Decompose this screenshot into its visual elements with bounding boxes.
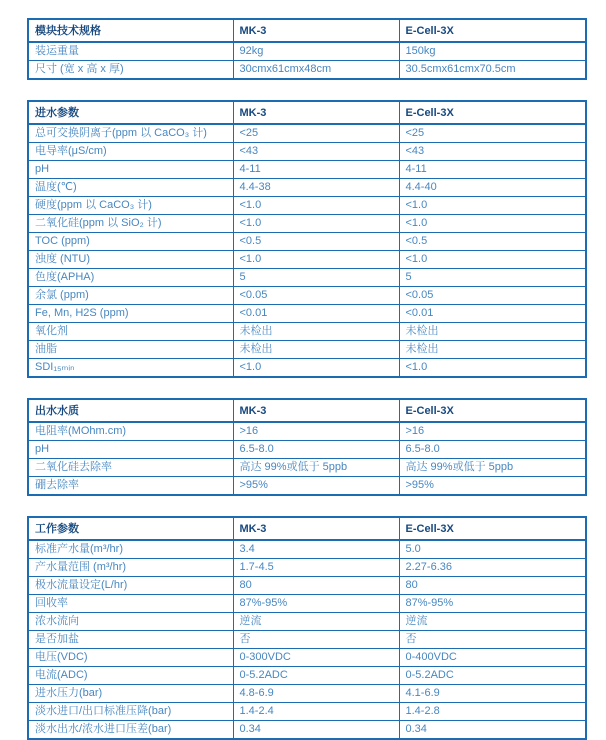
- row-label-cell: 回收率: [28, 595, 233, 613]
- table-row: [28, 477, 586, 496]
- row-label-cell: 装运重量: [28, 42, 233, 61]
- value-cell: 0-400VDC: [399, 649, 586, 667]
- row-label-cell: 二氧化硅(ppm 以 SiO₂ 计): [28, 215, 233, 233]
- value-cell: 0.34: [233, 721, 399, 740]
- table-row: [28, 685, 586, 703]
- value-cell: <1.0: [399, 215, 586, 233]
- table-row: [28, 359, 586, 378]
- row-label-cell: 电压(VDC): [28, 649, 233, 667]
- row-label-cell: 标准产水量(m³/hr): [28, 540, 233, 559]
- table-row: [28, 422, 586, 441]
- row-label-cell: Fe, Mn, H2S (ppm): [28, 305, 233, 323]
- table-header-row: [28, 517, 586, 540]
- value-cell: 87%-95%: [233, 595, 399, 613]
- value-cell: 逆流: [399, 613, 586, 631]
- table-row: [28, 287, 586, 305]
- table-header-row: [28, 19, 586, 42]
- value-cell: 4.8-6.9: [233, 685, 399, 703]
- row-label-cell: 二氧化硅去除率: [28, 459, 233, 477]
- value-cell: >95%: [399, 477, 586, 496]
- row-label-cell: 是否加盐: [28, 631, 233, 649]
- column-header: MK-3: [233, 517, 399, 540]
- spec-table-feed-water-params: [27, 100, 587, 378]
- value-cell: <0.05: [233, 287, 399, 305]
- table-row: [28, 540, 586, 559]
- value-cell: 2.27-6.36: [399, 559, 586, 577]
- value-cell: <0.01: [399, 305, 586, 323]
- table-row: [28, 721, 586, 740]
- value-cell: 未检出: [233, 323, 399, 341]
- value-cell: <1.0: [399, 359, 586, 378]
- value-cell: 92kg: [233, 42, 399, 61]
- table-row: [28, 215, 586, 233]
- row-label-cell: 电导率(μS/cm): [28, 143, 233, 161]
- value-cell: >16: [399, 422, 586, 441]
- table-row: [28, 703, 586, 721]
- row-label-cell: 色度(APHA): [28, 269, 233, 287]
- value-cell: 0-300VDC: [233, 649, 399, 667]
- row-label-cell: 氧化剂: [28, 323, 233, 341]
- value-cell: <43: [233, 143, 399, 161]
- value-cell: 逆流: [233, 613, 399, 631]
- value-cell: 30.5cmx61cmx70.5cm: [399, 61, 586, 80]
- table-section-title: 工作参数: [28, 517, 233, 540]
- table-row: [28, 61, 586, 80]
- value-cell: 5: [233, 269, 399, 287]
- value-cell: 5.0: [399, 540, 586, 559]
- table-row: [28, 559, 586, 577]
- value-cell: <1.0: [233, 215, 399, 233]
- value-cell: 高达 99%或低于 5ppb: [399, 459, 586, 477]
- table-section-title: 模块技术规格: [28, 19, 233, 42]
- row-label-cell: 油脂: [28, 341, 233, 359]
- value-cell: >95%: [233, 477, 399, 496]
- row-label-cell: 进水压力(bar): [28, 685, 233, 703]
- row-label-cell: 电流(ADC): [28, 667, 233, 685]
- value-cell: <1.0: [233, 251, 399, 269]
- row-label-cell: 淡水出水/浓水进口压差(bar): [28, 721, 233, 740]
- table-row: [28, 341, 586, 359]
- value-cell: 3.4: [233, 540, 399, 559]
- row-label-cell: 淡水进口/出口标准压降(bar): [28, 703, 233, 721]
- column-header: MK-3: [233, 101, 399, 124]
- value-cell: 1.4-2.8: [399, 703, 586, 721]
- spec-table-operating-params: [27, 516, 587, 740]
- table-row: [28, 459, 586, 477]
- row-label-cell: pH: [28, 161, 233, 179]
- table-row: [28, 595, 586, 613]
- spec-table-product-water-quality: [27, 398, 587, 496]
- value-cell: 1.4-2.4: [233, 703, 399, 721]
- column-header: E-Cell-3X: [399, 101, 586, 124]
- table-row: [28, 323, 586, 341]
- spec-tables-container: [27, 18, 585, 740]
- row-label-cell: 余氯 (ppm): [28, 287, 233, 305]
- value-cell: <25: [233, 124, 399, 143]
- column-header: E-Cell-3X: [399, 517, 586, 540]
- value-cell: 4.1-6.9: [399, 685, 586, 703]
- value-cell: 80: [399, 577, 586, 595]
- table-row: [28, 667, 586, 685]
- spec-table-module-specs: [27, 18, 587, 80]
- table-header-row: [28, 101, 586, 124]
- value-cell: 0.34: [399, 721, 586, 740]
- table-row: [28, 649, 586, 667]
- column-header: E-Cell-3X: [399, 399, 586, 422]
- row-label-cell: TOC (ppm): [28, 233, 233, 251]
- value-cell: 6.5-8.0: [233, 441, 399, 459]
- value-cell: 否: [399, 631, 586, 649]
- value-cell: 80: [233, 577, 399, 595]
- value-cell: 未检出: [399, 341, 586, 359]
- row-label-cell: 硬度(ppm 以 CaCO₃ 计): [28, 197, 233, 215]
- table-section-title: 进水参数: [28, 101, 233, 124]
- table-row: [28, 161, 586, 179]
- value-cell: 6.5-8.0: [399, 441, 586, 459]
- table-row: [28, 269, 586, 287]
- value-cell: 未检出: [233, 341, 399, 359]
- table-row: [28, 613, 586, 631]
- value-cell: 5: [399, 269, 586, 287]
- row-label-cell: pH: [28, 441, 233, 459]
- table-row: [28, 42, 586, 61]
- table-row: [28, 577, 586, 595]
- value-cell: <0.5: [233, 233, 399, 251]
- value-cell: <1.0: [233, 197, 399, 215]
- value-cell: <43: [399, 143, 586, 161]
- value-cell: 87%-95%: [399, 595, 586, 613]
- column-header: MK-3: [233, 19, 399, 42]
- row-label-cell: SDI₁₅ₘᵢₙ: [28, 359, 233, 378]
- table-row: [28, 179, 586, 197]
- row-label-cell: 浓水流向: [28, 613, 233, 631]
- value-cell: 4-11: [399, 161, 586, 179]
- value-cell: <25: [399, 124, 586, 143]
- table-row: [28, 441, 586, 459]
- row-label-cell: 尺寸 (宽 x 高 x 厚): [28, 61, 233, 80]
- table-header-row: [28, 399, 586, 422]
- value-cell: <1.0: [399, 251, 586, 269]
- table-row: [28, 251, 586, 269]
- table-row: [28, 233, 586, 251]
- column-header: MK-3: [233, 399, 399, 422]
- row-label-cell: 温度(℃): [28, 179, 233, 197]
- row-label-cell: 浊度 (NTU): [28, 251, 233, 269]
- value-cell: <1.0: [399, 197, 586, 215]
- value-cell: <0.01: [233, 305, 399, 323]
- table-row: [28, 143, 586, 161]
- value-cell: 0-5.2ADC: [233, 667, 399, 685]
- value-cell: <0.5: [399, 233, 586, 251]
- value-cell: 1.7-4.5: [233, 559, 399, 577]
- value-cell: <0.05: [399, 287, 586, 305]
- value-cell: 否: [233, 631, 399, 649]
- value-cell: 4.4-38: [233, 179, 399, 197]
- value-cell: 0-5.2ADC: [399, 667, 586, 685]
- value-cell: 4-11: [233, 161, 399, 179]
- table-row: [28, 631, 586, 649]
- value-cell: 150kg: [399, 42, 586, 61]
- value-cell: <1.0: [233, 359, 399, 378]
- column-header: E-Cell-3X: [399, 19, 586, 42]
- table-section-title: 出水水质: [28, 399, 233, 422]
- row-label-cell: 极水流量设定(L/hr): [28, 577, 233, 595]
- row-label-cell: 总可交换阴离子(ppm 以 CaCO₃ 计): [28, 124, 233, 143]
- row-label-cell: 产水量范围 (m³/hr): [28, 559, 233, 577]
- row-label-cell: 电阻率(MOhm.cm): [28, 422, 233, 441]
- value-cell: 高达 99%或低于 5ppb: [233, 459, 399, 477]
- row-label-cell: 硼去除率: [28, 477, 233, 496]
- table-row: [28, 197, 586, 215]
- value-cell: 未检出: [399, 323, 586, 341]
- table-row: [28, 305, 586, 323]
- value-cell: 30cmx61cmx48cm: [233, 61, 399, 80]
- value-cell: >16: [233, 422, 399, 441]
- value-cell: 4.4-40: [399, 179, 586, 197]
- table-row: [28, 124, 586, 143]
